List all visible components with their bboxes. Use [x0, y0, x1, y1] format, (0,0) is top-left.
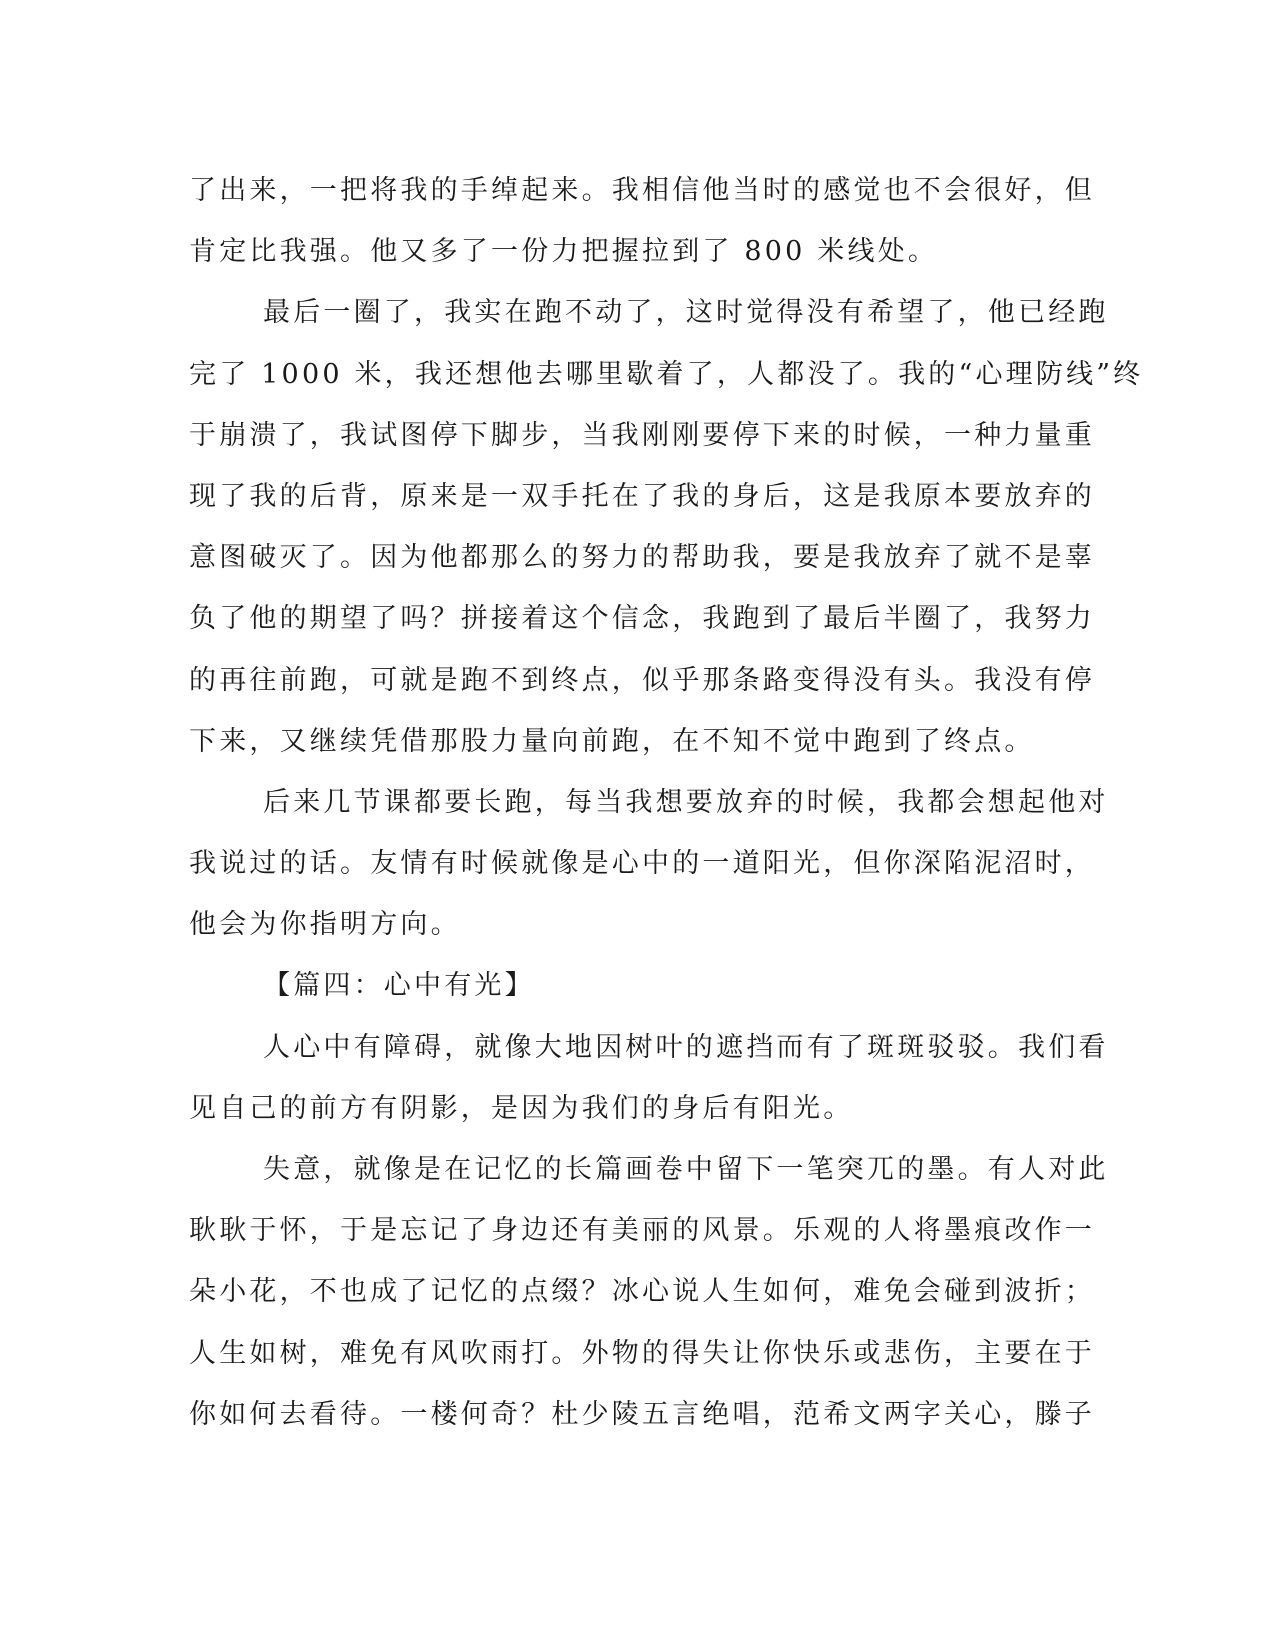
document-body	[189, 160, 1144, 1445]
text-line: 耿耿于怀，于是忘记了身边还有美丽的风景。乐观的人将墨痕改作一	[189, 1215, 1095, 1247]
text-line: 完了 1000 米，我还想他去哪里歇着了，人都没了。我的“心理防线”终	[189, 358, 1144, 390]
text-line: 意图破灭了。因为他都那么的努力的帮助我，要是我放弃了就不是辜	[189, 542, 1095, 574]
paragraph-start-line: 人心中有障碍，就像大地因树叶的遮挡而有了斑斑驳驳。我们看	[263, 1031, 1109, 1063]
text-line: 了出来，一把将我的手绰起来。我相信他当时的感觉也不会很好，但	[189, 175, 1095, 206]
paragraph-start-line: 失意，就像是在记忆的长篇画卷中留下一笔突兀的墨。有人对此	[263, 1154, 1109, 1185]
text-line: 人生如树，难免有风吹雨打。外物的得失让你快乐或悲伤，主要在于	[189, 1337, 1095, 1369]
text-line: 他会为你指明方向。	[189, 909, 461, 941]
text-line: 下来，又继续凭借那股力量向前跑，在不知不觉中跑到了终点。	[189, 725, 1035, 757]
text-line: 现了我的后背，原来是一双手托在了我的身后，这是我原本要放弃的	[189, 480, 1095, 512]
text-line: 我说过的话。友情有时候就像是心中的一道阳光，但你深陷泥沼时，	[189, 848, 1095, 880]
paragraph-start-line: 后来几节课都要长跑，每当我想要放弃的时候，我都会想起他对	[263, 786, 1109, 818]
text-line: 负了他的期望了吗？拼接着这个信念，我跑到了最后半圈了，我努力	[189, 603, 1095, 635]
text-line: 于崩溃了，我试图停下脚步，当我刚刚要停下来的时候，一种力量重	[189, 419, 1095, 451]
text-line: 肯定比我强。他又多了一份力把握拉到了 800 米线处。	[189, 236, 939, 268]
text-line: 的再往前跑，可就是跑不到终点，似乎那条路变得没有头。我没有停	[189, 664, 1095, 696]
text-line: 见自己的前方有阴影，是因为我们的身后有阳光。	[189, 1092, 854, 1124]
section-heading: 【篇四：心中有光】	[263, 970, 535, 1002]
text-line: 你如何去看待。一楼何奇？杜少陵五言绝唱，范希文两字关心，滕子	[189, 1398, 1095, 1430]
text-line: 朵小花，不也成了记忆的点缀？冰心说人生如何，难免会碰到波折；	[189, 1276, 1095, 1308]
paragraph-start-line: 最后一圈了，我实在跑不动了，这时觉得没有希望了，他已经跑	[263, 297, 1109, 329]
